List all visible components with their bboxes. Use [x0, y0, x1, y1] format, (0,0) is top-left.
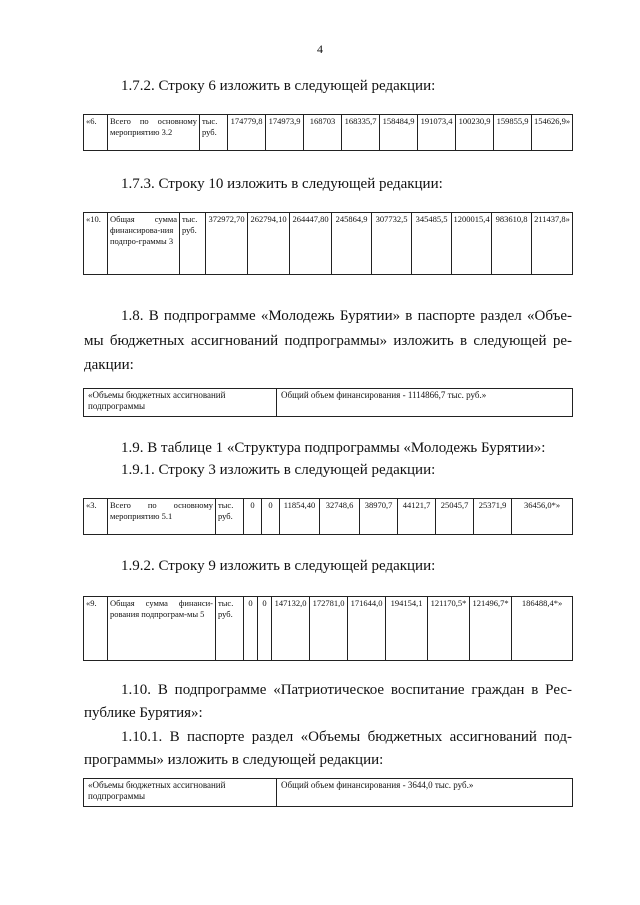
passport-table-1: [83, 388, 573, 417]
table-row-3: [83, 498, 573, 535]
row-value: 1200015,4: [452, 213, 492, 275]
paragraph-1-8-line-2: мы бюджетных ассигнований подпрограммы» изложить в следующей ре-: [84, 333, 572, 349]
paragraph-1-9-2: 1.9.2. Строку 9 изложить в следующей редакции:: [121, 558, 436, 574]
row-value: 168703: [304, 115, 342, 151]
row-value: 38970,7: [360, 499, 398, 535]
row-value: 191073,4: [418, 115, 456, 151]
row-value: 345485,5: [412, 213, 452, 275]
row-value: 174779,8: [228, 115, 266, 151]
paragraph-1-10-1-line-1: 1.10.1. В паспорте раздел «Объемы бюджетных ассигнований под-: [121, 729, 572, 745]
row-value: 168335,7: [342, 115, 380, 151]
row-value: 25045,7: [436, 499, 474, 535]
page-number: 4: [317, 42, 323, 56]
paragraph-1-7-2: 1.7.2. Строку 6 изложить в следующей редакции:: [121, 78, 436, 94]
row-number: «3.: [84, 499, 108, 535]
passport-value: Общий объем финансирования - 3644,0 тыс. руб.»: [277, 779, 573, 807]
passport-label: «Объемы бюджетных ассигнований подпрограммы: [84, 389, 277, 417]
row-value: 172781,0: [310, 597, 348, 661]
passport-table-2: [83, 778, 573, 807]
row-value: 372972,70: [206, 213, 248, 275]
row-value: 171644,0: [348, 597, 386, 661]
paragraph-1-10-1-line-2: программы» изложить в следующей редакции:: [84, 752, 384, 768]
row-unit: тыс. руб.: [216, 597, 244, 661]
row-value: 159855,9: [494, 115, 532, 151]
passport-value: Общий объем финансирования - 1114866,7 тыс. руб.»: [277, 389, 573, 417]
row-number: «10.: [84, 213, 108, 275]
row-value: 264447,80: [290, 213, 332, 275]
row-number: «9.: [84, 597, 108, 661]
passport-label: «Объемы бюджетных ассигнований подпрограммы: [84, 779, 277, 807]
row-value: 25371,9: [474, 499, 512, 535]
row-value: 0: [244, 499, 262, 535]
table-row-9: [83, 596, 573, 661]
row-number: «6.: [84, 115, 108, 151]
row-unit: тыс. руб.: [180, 213, 206, 275]
row-value: 983610,8: [492, 213, 532, 275]
row-value: 262794,10: [248, 213, 290, 275]
row-value: 174973,9: [266, 115, 304, 151]
row-value: 211437,8»: [532, 213, 573, 275]
row-label: Общая сумма финансирова-ния подпро-граммы 3: [108, 213, 180, 275]
row-unit: тыс. руб.: [216, 499, 244, 535]
row-value: 186488,4*»: [512, 597, 573, 661]
row-value: 307732,5: [372, 213, 412, 275]
paragraph-1-8-line-1: 1.8. В подпрограмме «Молодежь Бурятии» в паспорте раздел «Объе-: [121, 308, 572, 324]
row-value: 11854,40: [280, 499, 320, 535]
row-label: Всего по основному мероприятию 3.2: [108, 115, 200, 151]
paragraph-1-9-1: 1.9.1. Строку 3 изложить в следующей редакции:: [121, 462, 436, 478]
paragraph-1-10-line-2: публике Бурятия»:: [84, 705, 203, 721]
row-value: 158484,9: [380, 115, 418, 151]
row-value: 32748,6: [320, 499, 360, 535]
row-value: 100230,9: [456, 115, 494, 151]
paragraph-1-7-3: 1.7.3. Строку 10 изложить в следующей редакции:: [121, 176, 443, 192]
row-value: 194154,1: [386, 597, 428, 661]
row-label: Общая сумма финанси-рования подпрограм-мы 5: [108, 597, 216, 661]
paragraph-1-9: 1.9. В таблице 1 «Структура подпрограммы «Молодежь Бурятии»:: [121, 440, 546, 456]
row-value: 121496,7*: [470, 597, 512, 661]
row-value: 0: [262, 499, 280, 535]
row-value: 44121,7: [398, 499, 436, 535]
row-value: 0: [244, 597, 258, 661]
row-value: 245864,9: [332, 213, 372, 275]
table-row-6: [83, 114, 573, 151]
paragraph-1-8-line-3: дакции:: [84, 357, 134, 373]
table-row-10: [83, 212, 573, 275]
row-value: 154626,9»: [532, 115, 573, 151]
row-label: Всего по основному мероприятию 5.1: [108, 499, 216, 535]
row-value: 121170,5*: [428, 597, 470, 661]
row-value: 0: [258, 597, 272, 661]
paragraph-1-10-line-1: 1.10. В подпрограмме «Патриотическое воспитание граждан в Рес-: [121, 682, 572, 698]
row-value: 36456,0*»: [512, 499, 573, 535]
row-unit: тыс. руб.: [200, 115, 228, 151]
row-value: 147132,0: [272, 597, 310, 661]
